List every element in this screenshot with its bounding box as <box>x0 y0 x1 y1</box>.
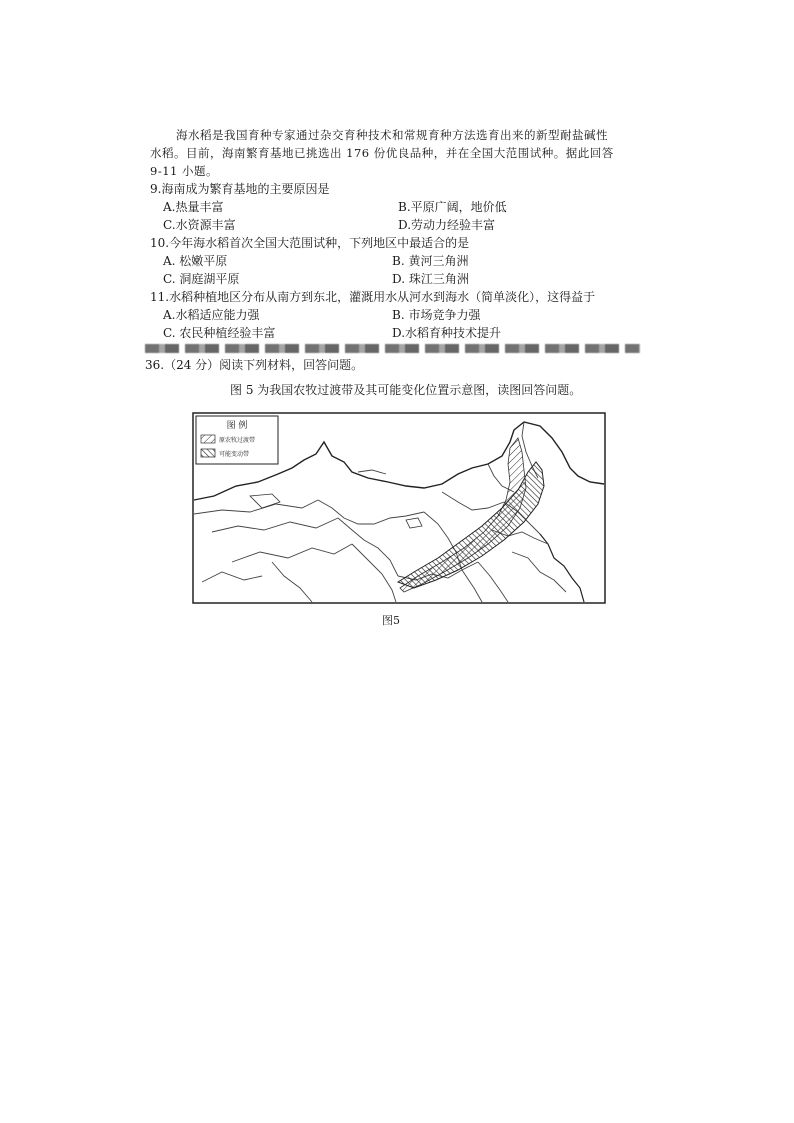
question-9-option-c: C.水资源丰富 <box>163 218 236 232</box>
question-9-option-a: A.热量丰富 <box>163 200 224 214</box>
figure-caption: 图5 <box>382 614 400 627</box>
question-11-option-c: C. 农民种植经验丰富 <box>163 326 276 340</box>
legend-swatch-original <box>201 435 215 443</box>
question-11-option-a: A.水稻适应能力强 <box>163 308 260 322</box>
legend-label-possible: 可能变动带 <box>219 451 250 458</box>
question-11-option-d: D.水稻育种技术提升 <box>392 326 502 340</box>
question-9-option-b: B.平原广阔，地价低 <box>398 200 507 214</box>
legend-label-original: 原农牧过渡带 <box>219 437 256 444</box>
agro-pastoral-transition-map <box>192 412 606 604</box>
intro-line-1: 海水稻是我国育种专家通过杂交育种技术和常规育种方法选育出来的新型耐盐碱性 <box>176 128 608 142</box>
question-10-option-b: B. 黄河三角洲 <box>392 254 469 268</box>
question-11-option-b: B. 市场竞争力强 <box>392 308 481 322</box>
intro-line-2: 水稻。目前，海南繁育基地已挑选出 176 份优良品种，并在全国大范围试种。据此回答 <box>150 146 614 160</box>
question-11-stem: 11.水稻种植地区分布从南方到东北，灌溉用水从河水到海水（简单淡化），这得益于 <box>150 290 596 304</box>
question-10-stem: 10.今年海水稻首次全国大范围试种，下列地区中最适合的是 <box>150 236 470 250</box>
question-10-option-a: A. 松嫩平原 <box>163 254 228 268</box>
legend-title: 图 例 <box>226 421 248 431</box>
legend-swatch-possible <box>201 449 215 457</box>
question-10-option-c: C. 洞庭湖平原 <box>163 272 240 286</box>
illegible-scan-line <box>145 344 640 353</box>
question-9-option-d: D.劳动力经验丰富 <box>398 218 496 232</box>
question-9-stem: 9.海南成为繁育基地的主要原因是 <box>150 182 330 196</box>
question-36-stem: 36.（24 分）阅读下列材料，回答问题。 <box>145 358 364 372</box>
intro-line-3: 9-11 小题。 <box>150 164 218 178</box>
question-10-option-d: D. 珠江三角洲 <box>392 272 469 286</box>
question-36-description: 图 5 为我国农牧过渡带及其可能变化位置示意图，读图回答问题。 <box>230 383 582 397</box>
